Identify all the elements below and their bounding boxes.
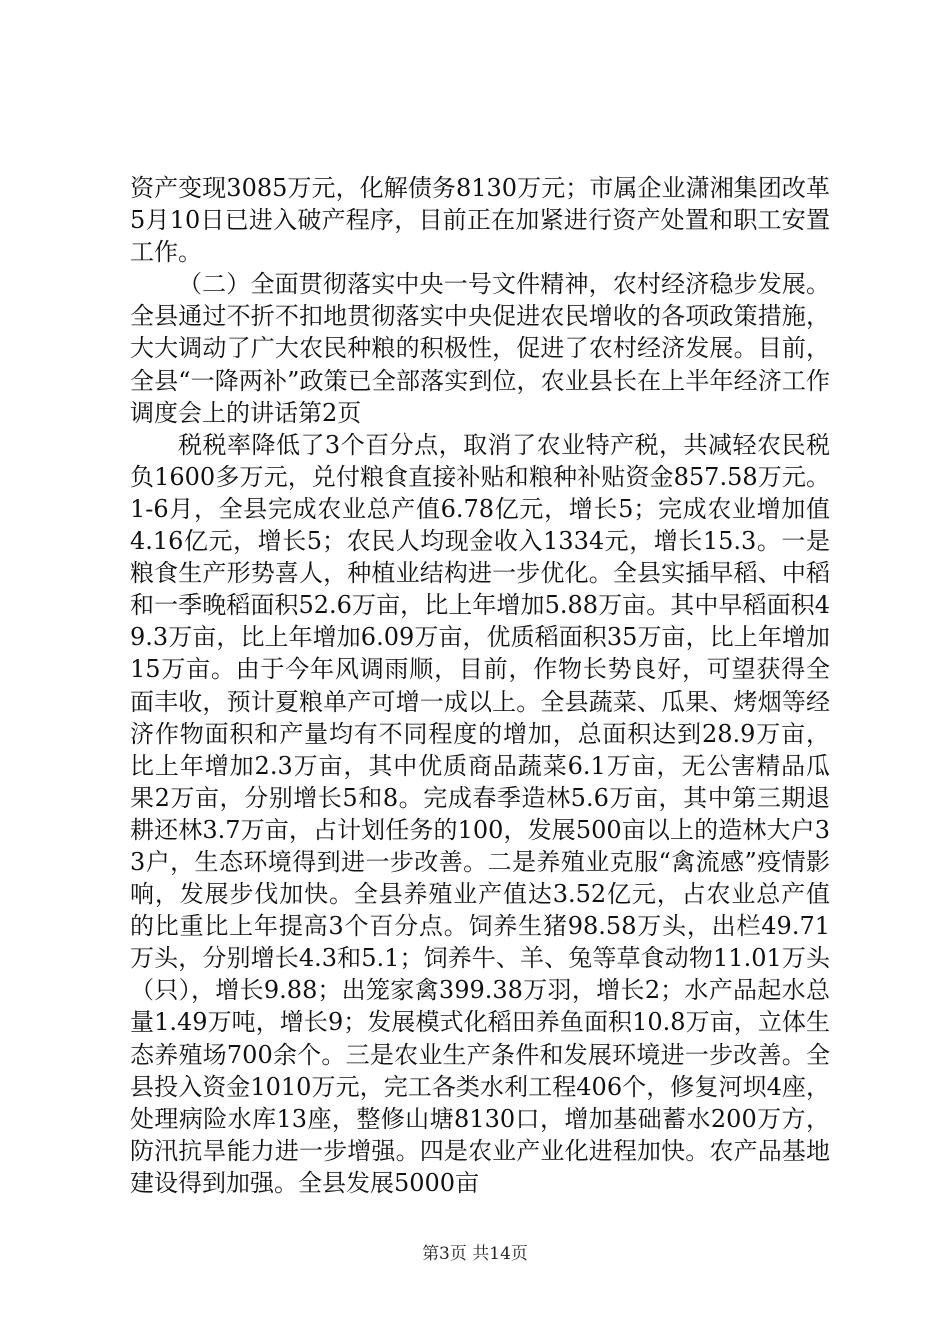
document-body: [130, 172, 830, 1199]
paragraph-section-two: （二）全面贯彻落实中央一号文件精神，农村经济稳步发展。全县通过不折不扣地贯彻落实中央促进农民增收的各项政策措施，大大调动了广大农民种粮的积极性，促进了农村经济发展。目前，全县“一降两补”政策已全部落实到位，农业县长在上半年经济工作调度会上的讲话第2页: [130, 270, 830, 427]
page-number-footer: 第3页 共14页: [422, 1244, 528, 1264]
paragraph-continuation: 资产变现3085万元，化解债务8130万元；市属企业潇湘集团改革5月10日已进入破产程序，目前正在加紧进行资产处置和职工安置工作。: [130, 174, 830, 267]
paragraph-agriculture-details: 税税率降低了3个百分点，取消了农业特产税，共减轻农民税负1600多万元，兑付粮食直接补贴和粮种补贴资金857.58万元。1-6月，全县完成农业总产值6.78亿元，增长5；完成农业增加值4.16亿元，增长5；农民人均现金收入1334元，增长15.3。一是粮食生产形势喜人，种植业结构进一步优化。全县实插早稻、中稻和一季晚稻面积52.6万亩，比上年增加5.88万亩。其中早稻面积49.3万亩，比上年增加6.09万亩，优质稻面积35万亩，比上年增加15万亩。由于今年风调雨顺，目前，作物长势良好，可望获得全面丰收，预计夏粮单产可增一成以上。全县蔬菜、瓜果、烤烟等经济作物面积和产量均有不同程度的增加，总面积达到28.9万亩，比上年增加2.3万亩，其中优质商品蔬菜6.1万亩，无公害精品瓜果2万亩，分别增长5和8。完成春季造林5.6万亩，其中第三期退耕还林3.7万亩，占计划任务的100，发展500亩以上的造林大户33户，生态环境得到进一步改善。二是养殖业克服“禽流感”疫情影响，发展步伐加快。全县养殖业产值达3.52亿元，占农业总产值的比重比上年提高3个百分点。饲养生猪98.58万头，出栏49.71万头，分别增长4.3和5.1；饲养牛、羊、兔等草食动物11.01万头（只），增长9.88；出笼家禽399.38万羽，增长2；水产品起水总量1.49万吨，增长9；发展模式化稻田养鱼面积10.8万亩，立体生态养殖场700余个。三是农业生产条件和发展环境进一步改善。全县投入资金1010万元，完工各类水利工程406个，修复河坝4座，处理病险水库13座，整修山塘8130口，增加基础蓄水200万方，防汛抗旱能力进一步增强。四是农业产业化进程加快。农产品基地建设得到加强。全县发展5000亩: [130, 430, 830, 1197]
